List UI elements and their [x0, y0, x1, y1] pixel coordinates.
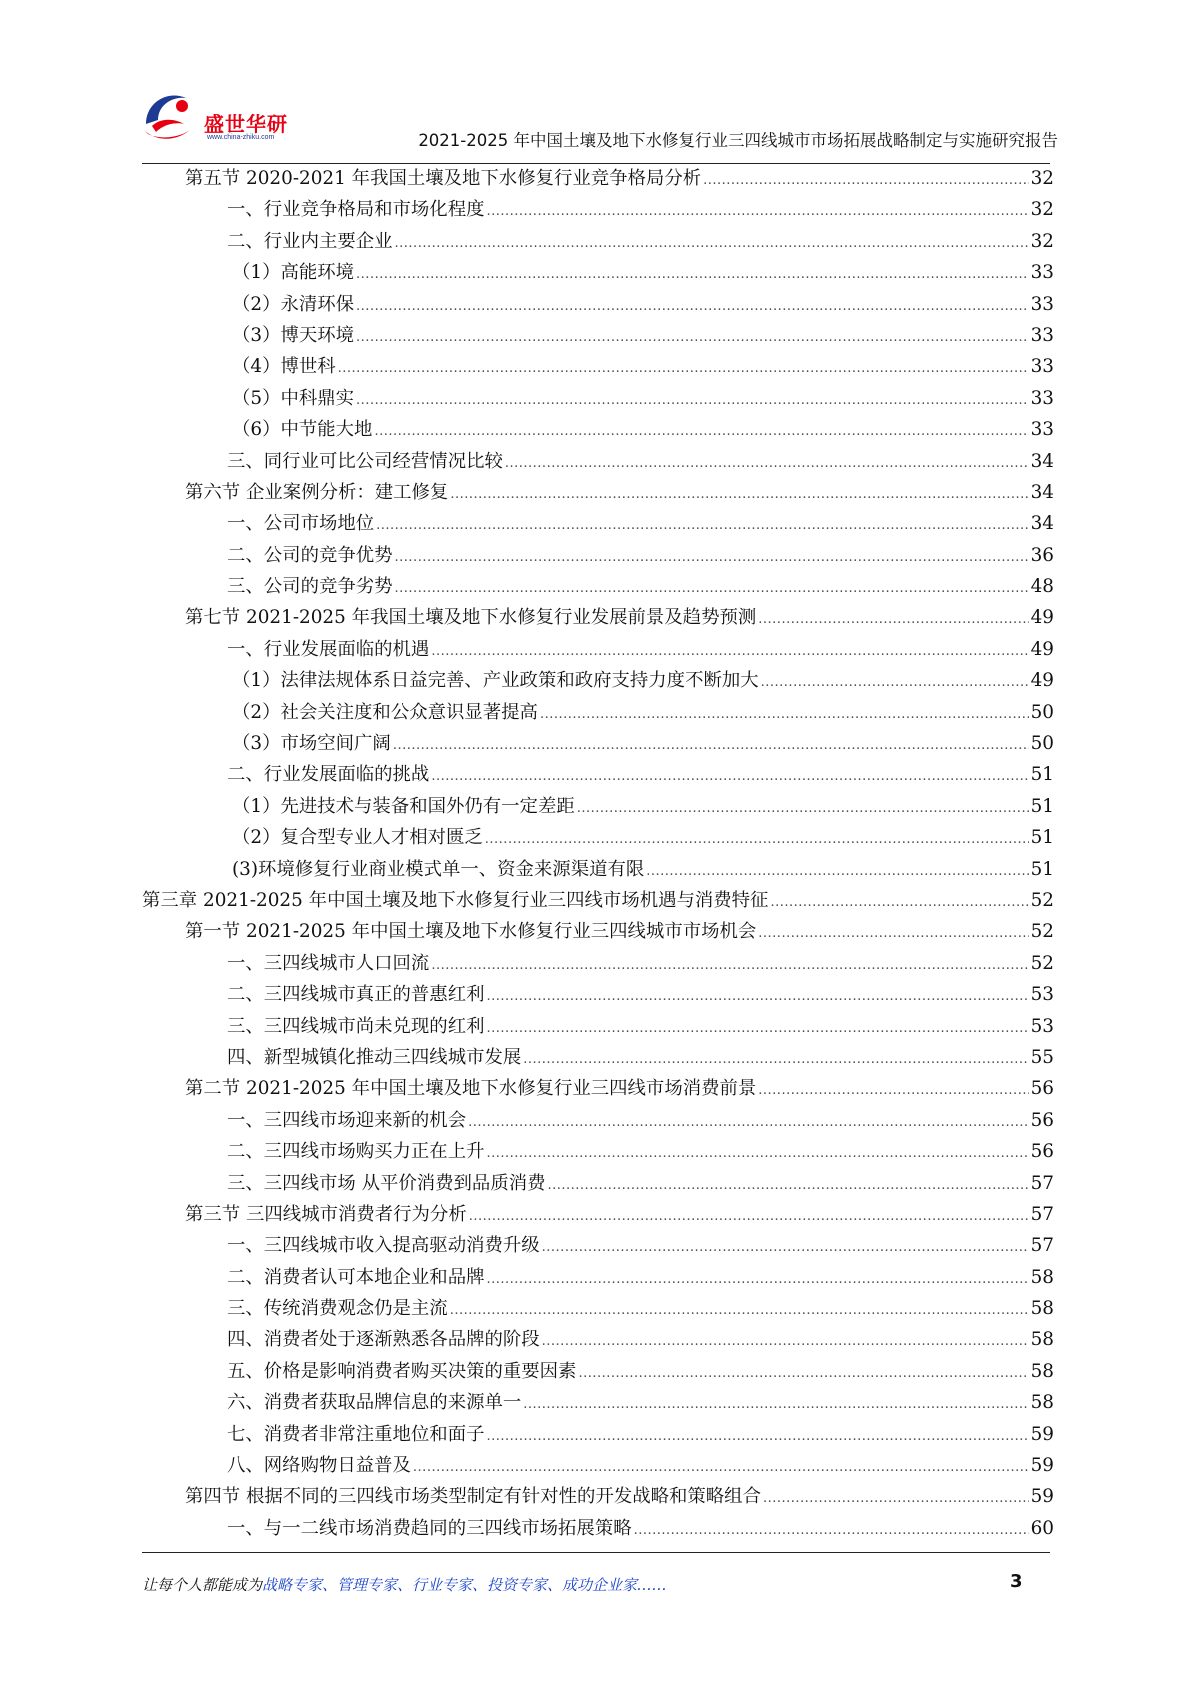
slogan-highlight: 战略专家、管理专家、行业专家、投资专家、成功企业家……: [262, 1576, 668, 1594]
toc-entry-title: 第二节 2021-2025 年中国土壤及地下水修复行业三四线市场消费前景: [185, 1078, 757, 1100]
toc-entry-title: 二、公司的竞争优势: [227, 544, 393, 566]
toc-entry-page: 33: [1030, 387, 1054, 409]
toc-dot-leader: [758, 604, 1028, 635]
toc-entry[interactable]: [142, 540, 1054, 571]
toc-entry[interactable]: [142, 1419, 1054, 1450]
toc-dot-leader: [338, 353, 1029, 384]
toc-entry-page: 49: [1030, 670, 1054, 692]
toc-entry-page: 52: [1030, 889, 1054, 911]
toc-entry-page: 60: [1030, 1517, 1054, 1539]
toc-entry-page: 32: [1030, 199, 1054, 221]
toc-entry-title: 三、三四线市场 从平价消费到品质消费: [227, 1172, 546, 1194]
toc-entry[interactable]: [142, 791, 1054, 822]
toc-entry-title: 八、网络购物日益普及: [227, 1455, 411, 1477]
toc-entry-title: (3)环境修复行业商业模式单一、资金来源渠道有限: [232, 858, 645, 880]
toc-entry-page: 32: [1030, 230, 1054, 252]
toc-dot-leader: [450, 479, 1028, 510]
toc-entry-title: 四、消费者处于逐渐熟悉各品牌的阶段: [227, 1329, 540, 1351]
toc-entry-page: 58: [1030, 1392, 1054, 1414]
toc-entry[interactable]: [142, 1073, 1054, 1104]
toc-entry-page: 34: [1030, 450, 1054, 472]
toc-entry[interactable]: [142, 634, 1054, 665]
toc-entry[interactable]: [142, 1324, 1054, 1355]
toc-entry-page: 58: [1030, 1360, 1054, 1382]
toc-entry-title: （1）法律法规体系日益完善、产业政策和政府支持力度不断加大: [232, 670, 759, 692]
toc-entry-page: 52: [1030, 921, 1054, 943]
toc-entry-page: 51: [1030, 795, 1054, 817]
toc-entry-title: 一、与一二线市场消费趋同的三四线市场拓展策略: [227, 1517, 632, 1539]
toc-entry[interactable]: [142, 1450, 1054, 1481]
toc-entry[interactable]: [142, 477, 1054, 508]
toc-dot-leader: [761, 667, 1029, 698]
toc-dot-leader: [763, 1483, 1029, 1514]
toc-entry-page: 33: [1030, 262, 1054, 284]
toc-entry-page: 33: [1030, 356, 1054, 378]
toc-dot-leader: [542, 1326, 1029, 1357]
toc-entry[interactable]: [142, 916, 1054, 947]
toc-dot-leader: [356, 322, 1029, 353]
toc-entry[interactable]: [142, 163, 1054, 194]
toc-entry-title: 二、行业内主要企业: [227, 230, 393, 252]
toc-entry-page: 56: [1030, 1141, 1054, 1163]
toc-entry[interactable]: [142, 508, 1054, 539]
footer-divider: [142, 1552, 1050, 1553]
slogan-prefix: 让每个人都能成为: [142, 1576, 263, 1594]
toc-dot-leader: [758, 1075, 1028, 1106]
toc-entry-page: 51: [1030, 764, 1054, 786]
toc-entry-page: 58: [1030, 1298, 1054, 1320]
toc-entry-title: （2）永清环保: [232, 293, 355, 315]
toc-entry-page: 56: [1030, 1078, 1054, 1100]
toc-entry[interactable]: [142, 979, 1054, 1010]
table-of-contents: [142, 163, 1054, 1544]
toc-dot-leader: [356, 259, 1029, 290]
toc-entry-page: 52: [1030, 952, 1054, 974]
logo-url: www.china-zhiku.com: [207, 134, 275, 141]
toc-entry-title: 二、行业发展面临的挑战: [227, 764, 430, 786]
toc-entry[interactable]: [142, 226, 1054, 257]
toc-dot-leader: [395, 573, 1029, 604]
toc-entry-page: 59: [1030, 1486, 1054, 1508]
toc-dot-leader: [505, 448, 1029, 479]
toc-entry[interactable]: [142, 571, 1054, 602]
toc-entry-page: 53: [1030, 1015, 1054, 1037]
toc-entry-title: 二、消费者认可本地企业和品牌: [227, 1266, 485, 1288]
toc-entry-title: 二、三四线城市真正的普惠红利: [227, 984, 485, 1006]
toc-entry-page: 34: [1030, 481, 1054, 503]
toc-entry[interactable]: [142, 1136, 1054, 1167]
toc-entry-page: 50: [1030, 701, 1054, 723]
toc-entry-title: 二、三四线市场购买力正在上升: [227, 1141, 485, 1163]
toc-entry-title: 第五节 2020-2021 年我国土壤及地下水修复行业竞争格局分析: [185, 168, 702, 189]
toc-entry-page: 48: [1030, 576, 1054, 598]
toc-entry[interactable]: [142, 759, 1054, 790]
toc-dot-leader: [540, 699, 1029, 730]
toc-entry-title: （3）博天环境: [232, 324, 355, 346]
toc-entry-page: 58: [1030, 1266, 1054, 1288]
toc-entry-title: （1）高能环境: [232, 262, 355, 284]
toc-entry[interactable]: [142, 854, 1054, 885]
toc-dot-leader: [634, 1515, 1029, 1546]
toc-entry-page: 50: [1030, 733, 1054, 755]
toc-entry[interactable]: [142, 1293, 1054, 1324]
toc-entry-page: 33: [1030, 293, 1054, 315]
toc-entry-title: 三、公司的竞争劣势: [227, 576, 393, 598]
toc-entry-title: 七、消费者非常注重地位和面子: [227, 1423, 485, 1445]
toc-entry-page: 51: [1030, 827, 1054, 849]
toc-entry[interactable]: [142, 320, 1054, 351]
toc-dot-leader: [468, 1107, 1029, 1138]
toc-entry[interactable]: [142, 1168, 1054, 1199]
toc-entry-page: 57: [1030, 1235, 1054, 1257]
toc-entry-title: 五、价格是影响消费者购买决策的重要因素: [227, 1360, 577, 1382]
toc-entry-title: （1）先进技术与装备和国外仍有一定差距: [232, 795, 575, 817]
toc-entry-page: 32: [1030, 168, 1054, 189]
toc-entry-page: 57: [1030, 1172, 1054, 1194]
toc-entry[interactable]: [142, 1199, 1054, 1230]
toc-entry-page: 55: [1030, 1046, 1054, 1068]
toc-entry-page: 33: [1030, 419, 1054, 441]
toc-entry-title: 一、行业竞争格局和市场化程度: [227, 199, 485, 221]
logo-emblem-icon: [138, 84, 200, 146]
toc-dot-leader: [486, 196, 1028, 227]
toc-entry-title: 一、行业发展面临的机遇: [227, 638, 430, 660]
toc-entry[interactable]: [142, 602, 1054, 633]
toc-dot-leader: [413, 1452, 1029, 1483]
toc-dot-leader: [485, 824, 1029, 855]
toc-entry-title: （4）博世科: [232, 356, 336, 378]
toc-dot-leader: [374, 416, 1028, 447]
toc-entry-page: 53: [1030, 984, 1054, 1006]
toc-dot-leader: [486, 1138, 1028, 1169]
toc-entry-title: 第三节 三四线城市消费者行为分析: [185, 1203, 467, 1225]
toc-entry-title: 三、同行业可比公司经营情况比较: [227, 450, 503, 472]
toc-entry[interactable]: [142, 289, 1054, 320]
page-header: [138, 76, 1058, 158]
report-title: 2021-2025 年中国土壤及地下水修复行业三四线城市市场拓展战略制定与实施研究报告: [418, 131, 1058, 150]
toc-entry-title: 第六节 企业案例分析：建工修复: [185, 481, 449, 503]
toc-entry[interactable]: [142, 1356, 1054, 1387]
toc-entry-page: 49: [1030, 638, 1054, 660]
toc-entry-title: 一、三四线城市人口回流: [227, 952, 430, 974]
toc-dot-leader: [450, 1295, 1029, 1326]
toc-dot-leader: [395, 542, 1029, 573]
page-number: 3: [1010, 1571, 1023, 1592]
toc-entry[interactable]: [142, 351, 1054, 382]
toc-entry-title: 一、三四线市场迎来新的机会: [227, 1109, 467, 1131]
toc-entry-page: 59: [1030, 1455, 1054, 1477]
toc-entry-page: 58: [1030, 1329, 1054, 1351]
toc-dot-leader: [770, 887, 1028, 918]
toc-entry-page: 34: [1030, 513, 1054, 535]
toc-entry-title: 三、三四线城市尚未兑现的红利: [227, 1015, 485, 1037]
toc-dot-leader: [395, 228, 1029, 259]
toc-entry-page: 51: [1030, 858, 1054, 880]
toc-dot-leader: [393, 730, 1029, 761]
toc-entry[interactable]: [142, 1042, 1054, 1073]
footer-slogan: [142, 1574, 667, 1595]
toc-entry-title: 第七节 2021-2025 年我国土壤及地下水修复行业发展前景及趋势预测: [185, 607, 757, 629]
toc-dot-leader: [486, 981, 1028, 1012]
toc-dot-leader: [758, 918, 1028, 949]
toc-dot-leader: [523, 1044, 1028, 1075]
toc-entry[interactable]: [142, 728, 1054, 759]
toc-dot-leader: [703, 165, 1028, 196]
toc-entry-page: 36: [1030, 544, 1054, 566]
toc-entry[interactable]: [142, 1387, 1054, 1418]
toc-entry[interactable]: [142, 1011, 1054, 1042]
toc-entry-title: 四、新型城镇化推动三四线城市发展: [227, 1046, 522, 1068]
toc-entry[interactable]: [142, 446, 1054, 477]
toc-dot-leader: [646, 856, 1028, 887]
toc-dot-leader: [486, 1264, 1028, 1295]
toc-entry-title: （6）中节能大地: [232, 419, 373, 441]
toc-entry-title: （2）社会关注度和公众意识显著提高: [232, 701, 538, 723]
toc-entry-title: 一、公司市场地位: [227, 513, 375, 535]
toc-dot-leader: [523, 1389, 1028, 1420]
toc-entry[interactable]: [142, 1230, 1054, 1261]
toc-entry-title: 第三章 2021-2025 年中国土壤及地下水修复行业三四线市场机遇与消费特征: [142, 889, 769, 911]
toc-entry[interactable]: [142, 697, 1054, 728]
toc-entry-page: 57: [1030, 1203, 1054, 1225]
toc-entry[interactable]: [142, 885, 1054, 916]
toc-dot-leader: [356, 291, 1029, 322]
toc-dot-leader: [578, 1358, 1028, 1389]
toc-entry[interactable]: [142, 665, 1054, 696]
toc-entry[interactable]: [142, 1262, 1054, 1293]
toc-entry-title: （5）中科鼎实: [232, 387, 355, 409]
toc-dot-leader: [542, 1232, 1029, 1263]
toc-entry[interactable]: [142, 414, 1054, 445]
company-logo: [138, 84, 308, 146]
toc-entry[interactable]: [142, 1481, 1054, 1512]
toc-entry-title: 第一节 2021-2025 年中国土壤及地下水修复行业三四线城市市场机会: [185, 921, 757, 943]
logo-name: 盛世华研: [204, 112, 288, 136]
toc-entry[interactable]: [142, 948, 1054, 979]
toc-entry-page: 59: [1030, 1423, 1054, 1445]
toc-dot-leader: [431, 761, 1028, 792]
toc-entry-title: （2）复合型专业人才相对匮乏: [232, 827, 483, 849]
toc-entry[interactable]: [142, 822, 1054, 853]
toc-entry[interactable]: [142, 1513, 1054, 1544]
toc-entry-title: （3）市场空间广阔: [232, 733, 391, 755]
toc-dot-leader: [376, 510, 1028, 541]
toc-entry-title: 三、传统消费观念仍是主流: [227, 1298, 448, 1320]
toc-entry[interactable]: [142, 194, 1054, 225]
toc-entry[interactable]: [142, 257, 1054, 288]
toc-entry[interactable]: [142, 1105, 1054, 1136]
toc-entry-page: 56: [1030, 1109, 1054, 1131]
toc-entry-title: 第四节 根据不同的三四线市场类型制定有针对性的开发战略和策略组合: [185, 1486, 761, 1508]
toc-dot-leader: [548, 1170, 1029, 1201]
toc-dot-leader: [431, 950, 1028, 981]
toc-dot-leader: [356, 385, 1029, 416]
toc-entry-page: 33: [1030, 324, 1054, 346]
toc-entry-title: 六、消费者获取品牌信息的来源单一: [227, 1392, 522, 1414]
toc-dot-leader: [486, 1013, 1028, 1044]
toc-dot-leader: [431, 636, 1028, 667]
toc-dot-leader: [486, 1421, 1028, 1452]
toc-entry-page: 49: [1030, 607, 1054, 629]
toc-dot-leader: [577, 793, 1029, 824]
toc-dot-leader: [469, 1201, 1029, 1232]
toc-entry[interactable]: [142, 383, 1054, 414]
toc-entry-title: 一、三四线城市收入提高驱动消费升级: [227, 1235, 540, 1257]
